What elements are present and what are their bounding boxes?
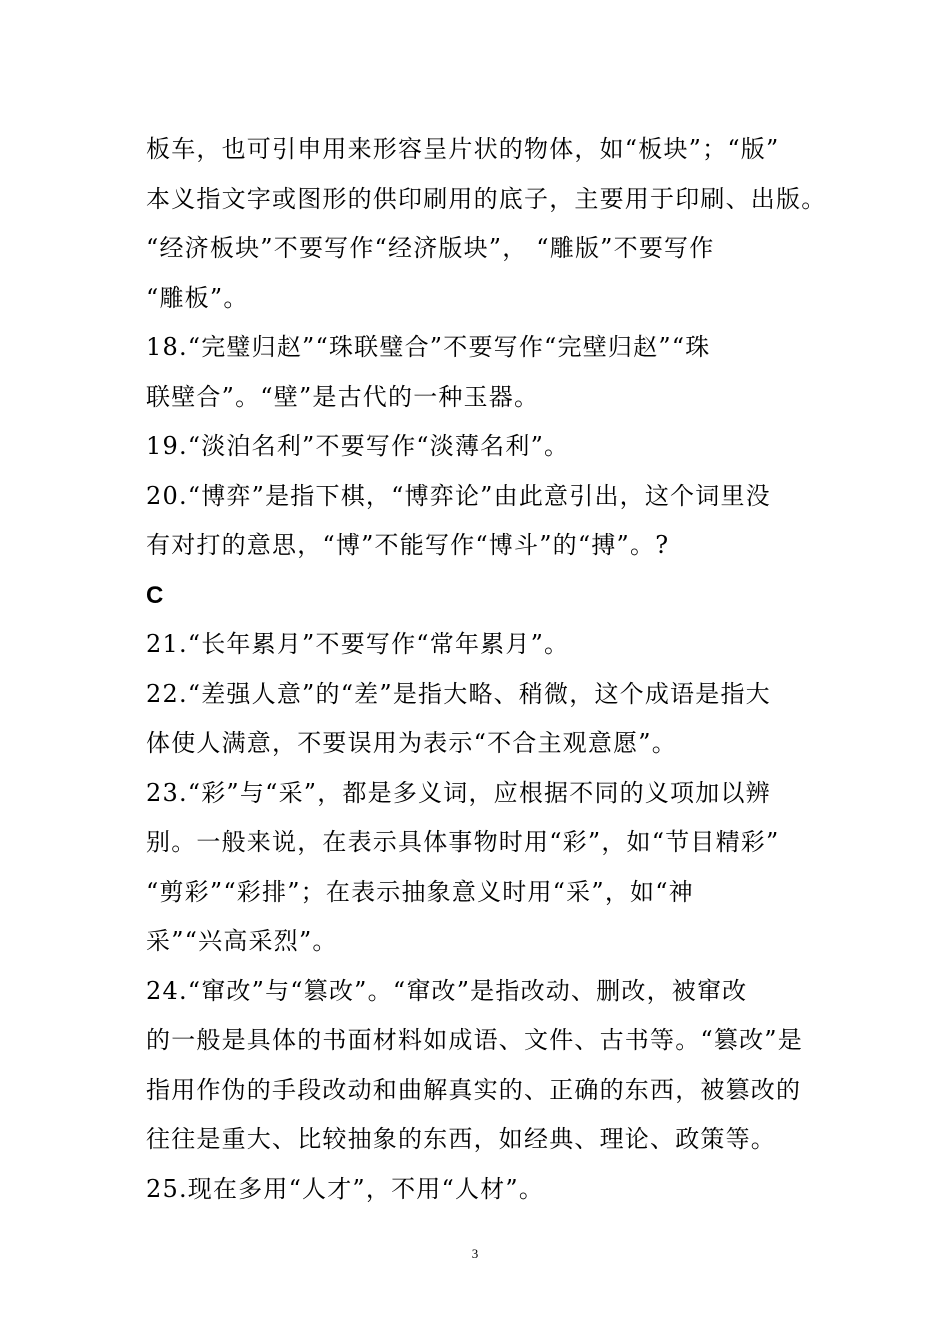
item-23-line-1: 23.“彩”与“采”，都是多义词，应根据不同的义项加以辨 [146, 778, 771, 807]
item-18-line-2: 联壁合”。“壁”是古代的一种玉器。 [146, 382, 540, 411]
section-heading-c: C [146, 581, 164, 609]
text-line: 本义指文字或图形的供印刷用的底子，主要用于印刷、出版。 [146, 184, 827, 213]
item-22-line-2: 体使人满意，不要误用为表示“不合主观意愿”。 [146, 729, 677, 757]
item-23-line-4: 采”“兴高采烈”。 [146, 927, 338, 955]
item-18-line-1: 18.“完璧归赵”“珠联璧合”不要写作“完壁归赵”“珠 [146, 333, 711, 361]
text-line: “雕板”。 [146, 283, 249, 312]
item-24-line-3: 指用作伪的手段改动和曲解真实的、正确的东西，被篡改的 [146, 1075, 802, 1104]
item-20-line-2: 有对打的意思，“博”不能写作“博斗”的“搏”。? [146, 531, 670, 559]
item-20-line-1: 20.“博弈”是指下棋，“博弈论”由此意引出，这个词里没 [146, 481, 771, 510]
item-19: 19.“淡泊名利”不要写作“淡薄名利”。 [146, 432, 570, 460]
item-23-line-2: 别。一般来说，在表示具体事物时用“彩”，如“节目精彩” [146, 828, 780, 856]
item-24-line-4: 往往是重大、比较抽象的东西，如经典、理论、政策等。 [146, 1125, 776, 1153]
text-line: 板车，也可引申用来形容呈片状的物体，如“板块”；“版” [146, 135, 780, 163]
item-24-line-1: 24.“窜改”与“篡改”。“窜改”是指改动、删改，被窜改 [146, 976, 748, 1005]
item-21: 21.“长年累月”不要写作“常年累月”。 [146, 630, 570, 658]
body-text [146, 125, 827, 1214]
page-number: 3 [471, 1246, 479, 1261]
item-22-line-1: 22.“差强人意”的“差”是指大略、稍微，这个成语是指大 [146, 679, 771, 708]
item-25: 25.现在多用“人才”，不用“人材”。 [146, 1174, 545, 1203]
text-line: “经济板块”不要写作“经济版块”， “雕版”不要写作 [146, 234, 715, 262]
item-24-line-2: 的一般是具体的书面材料如成语、文件、古书等。“篡改”是 [146, 1026, 803, 1054]
item-23-line-3: “剪彩”“彩排”；在表示抽象意义时用“采”，如“神 [146, 877, 694, 906]
